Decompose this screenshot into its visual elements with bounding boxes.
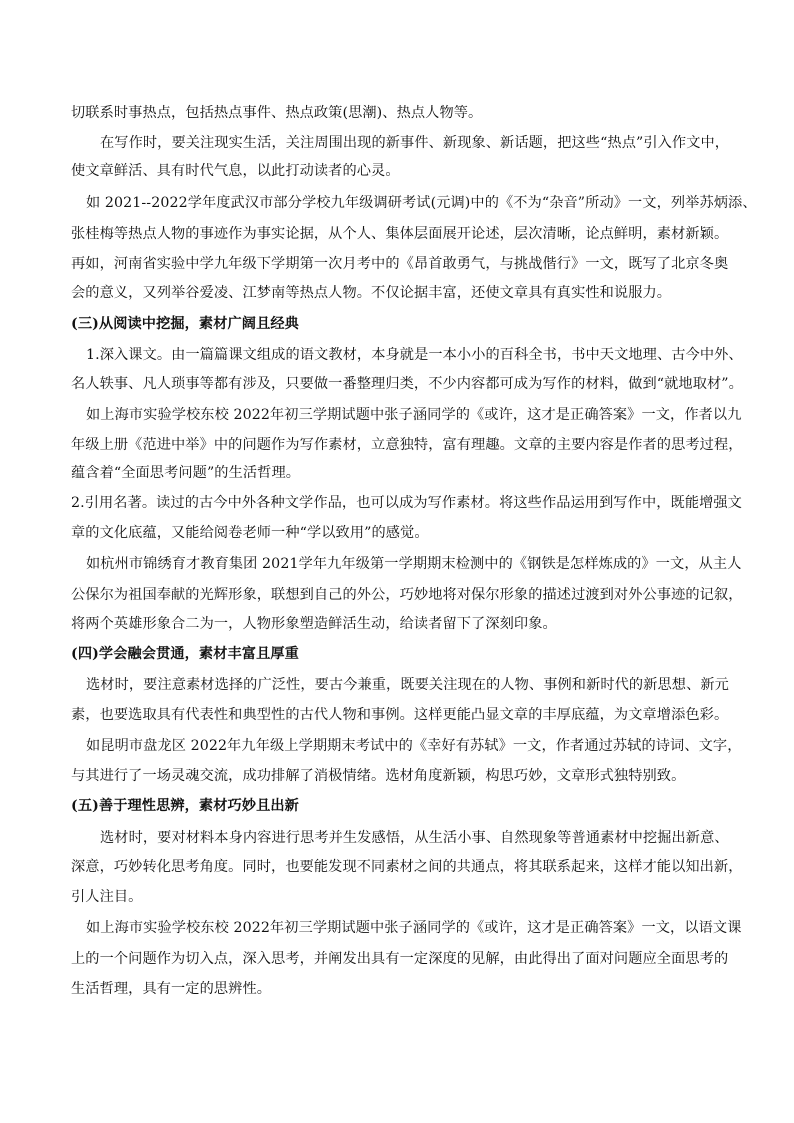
paragraph-line: 蕴含着“全面思考问题”的生活哲理。: [71, 465, 301, 481]
paragraph-line: 如 2021--2022学年度武汉市部分学校九年级调研考试(元调)中的《不为“杂音”所动》一文，列举苏炳添、: [86, 195, 757, 211]
paragraph-line: 引人注目。: [71, 889, 143, 905]
paragraph-line: 名人轶事、凡人琐事等都有涉及，只要做一番整理归类，不少内容都可成为写作的材料，做到“就地取材”。: [71, 376, 743, 392]
paragraph-line: 2.引用名著。读过的古今中外各种文学作品，也可以成为写作素材。将这些作品运用到写作中，既能增强文: [71, 495, 742, 511]
paragraph-line: 如昆明市盘龙区 2022年九年级上学期期末考试中的《幸好有苏轼》一文，作者通过苏轼的诗词、文字，: [86, 738, 742, 754]
paragraph-line: 如上海市实验学校东校 2022年初三学期试题中张子涵同学的《或许，这才是正确答案》一文，作者以九: [86, 407, 742, 423]
paragraph-line: 生活哲理，具有一定的思辨性。: [71, 981, 272, 997]
section-heading: (三)从阅读中挖掘，素材广阔且经典: [71, 316, 299, 332]
paragraph-line: 如上海市实验学校东校 2022年初三学期试题中张子涵同学的《或许，这才是正确答案》一文，以语文课: [86, 920, 742, 936]
paragraph-line: 公保尔为祖国奉献的光辉形象，联想到自己的外公，巧妙地将对保尔形象的描述过渡到对外公事迹的记叙，: [71, 587, 743, 603]
paragraph-line: 1.深入课文。由一篇篇课文组成的语文教材，本身就是一本小小的百科全书，书中天文地理、古今中外、: [86, 347, 743, 363]
paragraph-line: 在写作时，要关注现实生活，关注周围出现的新事件、新现象、新话题，把这些“热点”引入作文中，: [100, 135, 730, 151]
paragraph-line: 如杭州市锦绣育才教育集团 2021学年九年级第一学期期末检测中的《钢铁是怎样炼成的》一文，从主人: [86, 556, 742, 572]
paragraph-line: 上的一个问题作为切入点，深入思考，并阐发出具有一定深度的见解，由此得出了面对问题应全面思考的: [71, 951, 729, 967]
paragraph-line: 选材时，要注意素材选择的广泛性，要古今兼重，既要关注现在的人物、事例和新时代的新思想、新元: [86, 677, 729, 693]
paragraph-line: 章的文化底蕴，又能给阅卷老师一种“学以致用”的感觉。: [71, 525, 429, 541]
paragraph-line: 年级上册《范进中举》中的问题作为写作素材，立意独特，富有理趣。文章的主要内容是作者的思考过程，: [71, 437, 743, 453]
paragraph-line: 张桂梅等热点人物的事迹作为事实论据，从个人、集体层面展开论述，层次清晰，论点鲜明，素材新颖。: [71, 226, 729, 242]
paragraph-line: 切联系时事热点，包括热点事件、热点政策(思潮)、热点人物等。: [71, 105, 483, 121]
paragraph-line: 将两个英雄形象合二为一，人物形象塑造鲜活生动，给读者留下了深刻印象。: [71, 616, 557, 632]
section-heading: (四)学会融会贯通，素材丰富且厚重: [71, 646, 299, 662]
paragraph-line: 使文章鲜活、具有时代气息，以此打动读者的心灵。: [71, 163, 400, 179]
paragraph-line: 再如，河南省实验中学九年级下学期第一次月考中的《昂首敢勇气，与挑战偕行》一文，既写了北京冬奥: [71, 256, 729, 272]
paragraph-line: 素，也要选取具有代表性和典型性的古代人物和事例。这样更能凸显文章的丰厚底蕴，为文章增添色彩。: [71, 707, 729, 723]
paragraph-line: 与其进行了一场灵魂交流，成功排解了消极情绪。选材角度新颖，构思巧妙，文章形式独特别致。: [71, 768, 686, 784]
paragraph-line: 会的意义，又列举谷爱凌、江梦南等热点人物。不仅论据丰富，还使文章具有真实性和说服力。: [71, 285, 672, 301]
section-heading: (五)善于理性思辨，素材巧妙且出新: [71, 798, 299, 814]
paragraph-line: 深意，巧妙转化思考角度。同时，也要能发现不同素材之间的共通点，将其联系起来，这样才能以知出新，: [71, 859, 743, 875]
paragraph-line: 选材时，要对材料本身内容进行思考并生发感悟，从生活小事、自然现象等普通素材中挖掘出新意、: [100, 830, 729, 846]
